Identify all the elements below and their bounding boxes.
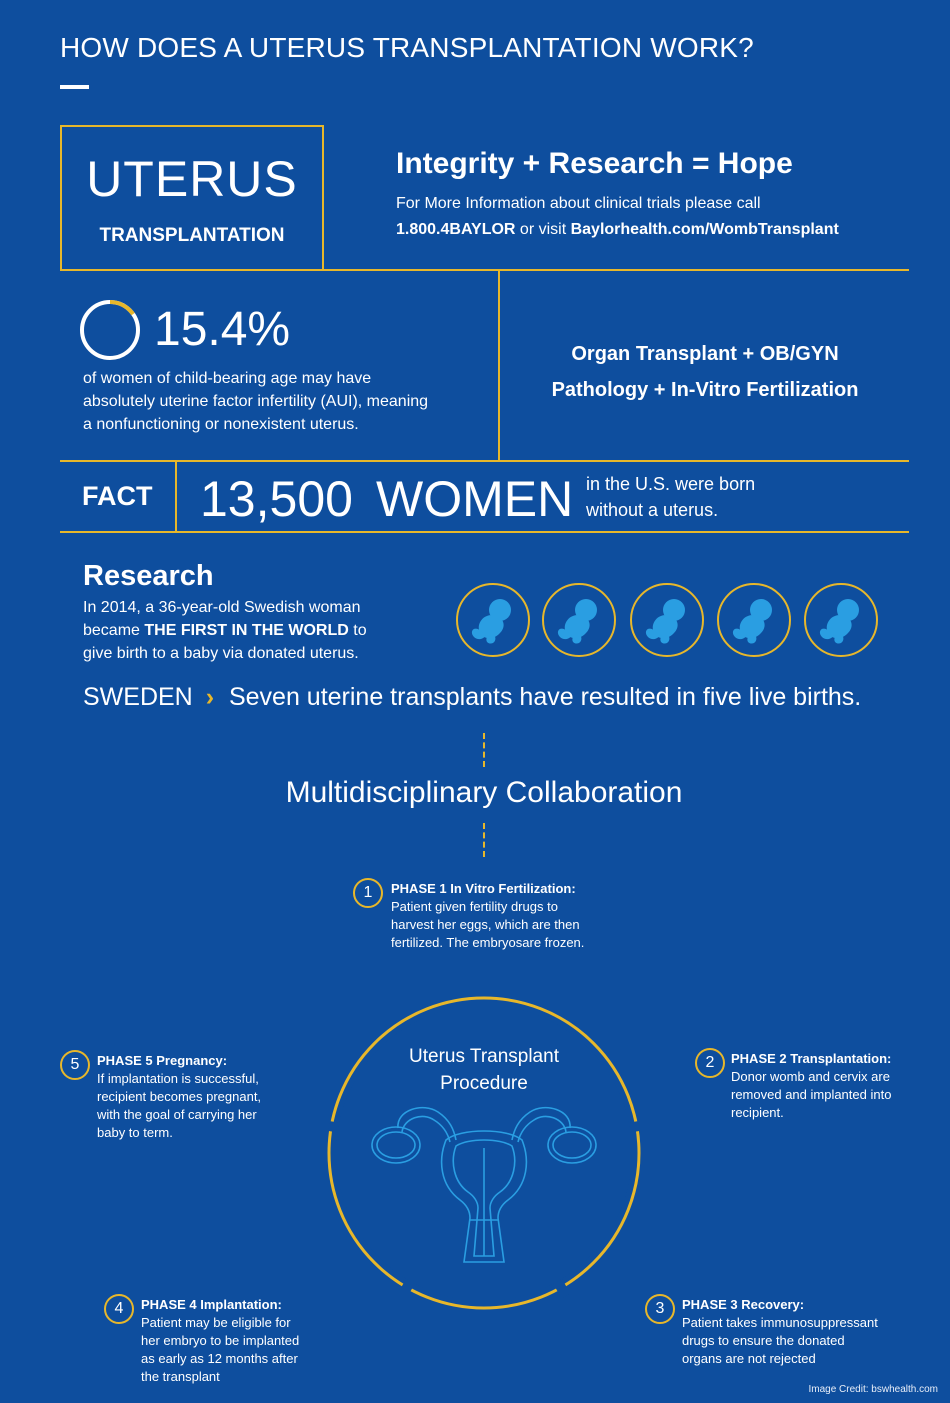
phase-line: Patient takes immunosuppressant <box>682 1315 878 1330</box>
research-text-1: In 2014, a 36-year-old Swedish woman <box>83 599 361 616</box>
sweden-label: SWEDEN <box>83 683 193 711</box>
stat-value: 15.4% <box>154 303 291 356</box>
progress-ring-icon <box>78 298 142 362</box>
phase-line: removed and implanted into <box>731 1087 892 1102</box>
fetus-shape <box>719 585 789 655</box>
phase-number-badge: 5 <box>60 1050 90 1080</box>
dashed-connector <box>483 823 485 857</box>
sweden-text: Seven uterine transplants have resulted in five live births. <box>228 683 862 711</box>
phase-line: Patient given fertility drugs to <box>391 899 558 914</box>
fetus-shape <box>806 585 876 655</box>
procedure-title-1: Uterus Transplant <box>409 1046 559 1067</box>
phase-line: Donor womb and cervix are <box>731 1069 890 1084</box>
uterus-icon <box>368 1100 600 1270</box>
phase-4 <box>141 1296 299 1386</box>
phase-1 <box>391 880 584 952</box>
phase-line: recipient. <box>731 1105 784 1120</box>
title-underline <box>60 85 89 89</box>
phase-line: organs are not rejected <box>682 1351 816 1366</box>
separator-line <box>60 269 909 271</box>
separator-line <box>60 531 909 533</box>
phase-line: with the goal of carrying her <box>97 1107 257 1122</box>
info-text: For More Information about clinical trials please call <box>396 195 761 212</box>
research-text-3: give birth to a baby via donated uterus. <box>83 645 359 662</box>
specialties-line-2: Pathology + In-Vitro Fertilization <box>551 379 859 401</box>
fact-text-1: in the U.S. were born <box>586 474 756 494</box>
phone-number[interactable]: 1.800.4BAYLOR <box>396 221 516 238</box>
fact-label: FACT <box>82 481 153 511</box>
fetus-shape <box>632 585 702 655</box>
research-highlight: THE FIRST IN THE WORLD <box>144 622 349 639</box>
or-visit-text: or visit <box>515 221 571 238</box>
fact-text-2: without a uterus. <box>586 500 719 520</box>
stat-text-3: a nonfunctioning or nonexistent uterus. <box>83 416 359 433</box>
chevron-right-icon: › <box>205 683 215 711</box>
phase-line: If implantation is successful, <box>97 1071 259 1086</box>
phase-title: PHASE 4 Implantation: <box>141 1297 282 1312</box>
fetus-shape <box>544 585 614 655</box>
fetus-icon <box>630 583 704 657</box>
phase-line: fertilized. The embryosare frozen. <box>391 935 585 950</box>
website-link[interactable]: Baylorhealth.com/WombTransplant <box>570 221 839 238</box>
phase-line: her embryo to be implanted <box>141 1333 300 1348</box>
sweden-line <box>83 683 861 712</box>
research-text-2-pre: became <box>83 622 145 639</box>
fact-word: WOMEN <box>376 471 574 527</box>
phase-line: harvest her eggs, which are then <box>391 917 580 932</box>
phase-5 <box>97 1052 261 1142</box>
phase-3 <box>682 1296 878 1368</box>
vertical-divider <box>175 462 177 531</box>
integrity-heading: Integrity + Research = Hope <box>396 147 793 180</box>
page-title: HOW DOES A UTERUS TRANSPLANTATION WORK? <box>60 32 754 63</box>
phase-number-badge: 1 <box>353 878 383 908</box>
procedure-title-2: Procedure <box>440 1073 528 1094</box>
phase-number-badge: 2 <box>695 1048 725 1078</box>
phase-line: baby to term. <box>97 1125 173 1140</box>
phase-line: as early as 12 months after <box>141 1351 298 1366</box>
collab-title: Multidisciplinary Collaboration <box>285 776 683 809</box>
fetus-icon <box>542 583 616 657</box>
phase-line: drugs to ensure the donated <box>682 1333 845 1348</box>
phase-line: recipient becomes pregnant, <box>97 1089 262 1104</box>
phase-title: PHASE 3 Recovery: <box>682 1297 805 1312</box>
fetus-icon <box>804 583 878 657</box>
dashed-connector <box>483 733 485 767</box>
fetus-shape <box>458 585 528 655</box>
phase-number-badge: 3 <box>645 1294 675 1324</box>
phase-title: PHASE 5 Pregnancy: <box>97 1053 228 1068</box>
stat-text-2: absolutely uterine factor infertility (AUI), meaning <box>83 393 429 410</box>
phase-title: PHASE 2 Transplantation: <box>731 1051 892 1066</box>
separator-line <box>60 460 909 462</box>
phase-line: Patient may be eligible for <box>141 1315 291 1330</box>
phase-number-badge: 4 <box>104 1294 134 1324</box>
phase-line: the transplant <box>141 1369 220 1384</box>
fact-number: 13,500 <box>200 471 353 527</box>
fetus-icon <box>456 583 530 657</box>
research-heading: Research <box>83 560 214 592</box>
image-credit: Image Credit: bswhealth.com <box>808 1384 938 1395</box>
phase-title: PHASE 1 In Vitro Fertilization: <box>391 881 576 896</box>
contact-line <box>396 221 839 239</box>
stat-text-1: of women of child-bearing age may have <box>83 370 372 387</box>
phase-2 <box>731 1050 891 1122</box>
logo-small-text: TRANSPLANTATION <box>99 225 285 246</box>
logo-big-text: UTERUS <box>86 151 298 207</box>
fetus-icon <box>717 583 791 657</box>
research-text-2-post: to <box>348 622 367 639</box>
research-text-2 <box>83 622 367 640</box>
specialties-line-1: Organ Transplant + OB/GYN <box>571 343 839 365</box>
